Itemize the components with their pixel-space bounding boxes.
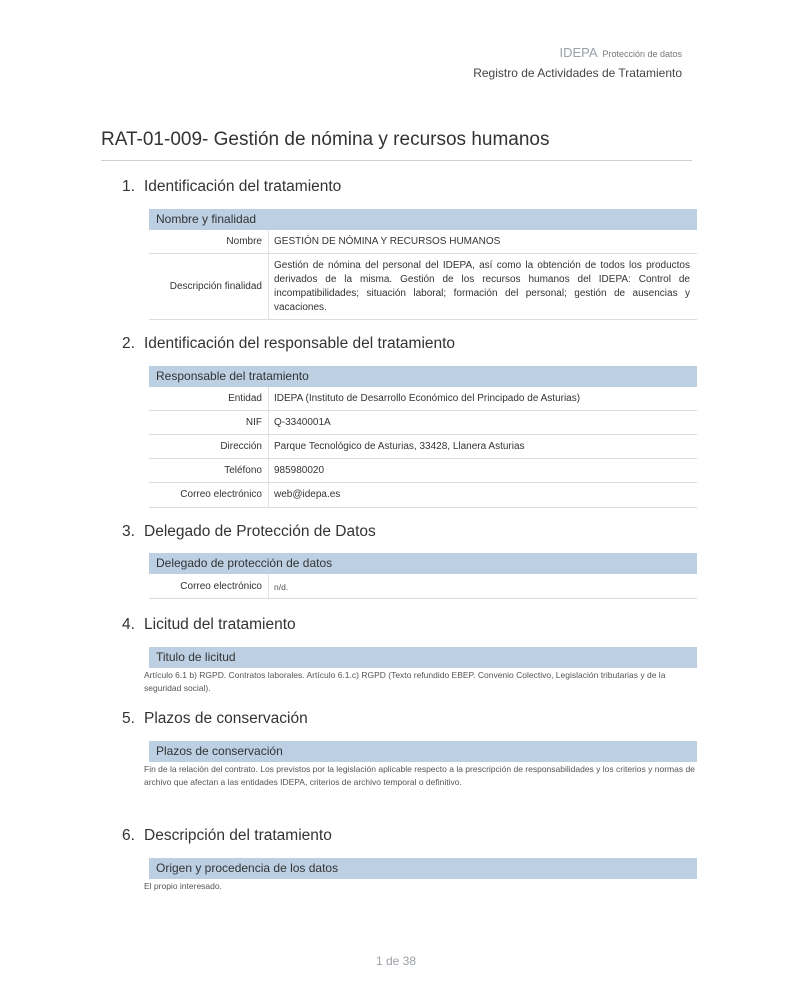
row-label: Descripción finalidad: [169, 281, 262, 292]
section-6-text: El propio interesado.: [144, 881, 222, 891]
section-number: 5.: [122, 710, 135, 727]
brand-name: IDEPA: [559, 45, 597, 60]
column-divider: [268, 574, 269, 598]
section-1-heading: [122, 178, 341, 196]
section-number: 6.: [122, 827, 135, 844]
table-row: [149, 435, 697, 459]
column-divider: [268, 230, 269, 253]
row-label: Entidad: [228, 393, 262, 404]
section-5-band: Plazos de conservación: [149, 741, 697, 762]
header-register-title: Registro de Actividades de Tratamiento: [473, 66, 682, 80]
section-3-heading: [122, 523, 376, 541]
section-3-band: Delegado de protección de datos: [149, 553, 697, 574]
row-value: web@idepa.es: [274, 489, 341, 500]
row-value: Q-3340001A: [274, 417, 331, 428]
section-title: Delegado de Protección de Datos: [144, 523, 376, 540]
table-row: [149, 387, 697, 411]
section-title: Identificación del tratamiento: [144, 178, 342, 195]
column-divider: [268, 483, 269, 507]
section-number: 2.: [122, 335, 135, 352]
column-divider: [268, 254, 269, 319]
section-4-heading: [122, 616, 296, 634]
section-4-band: Titulo de licitud: [149, 647, 697, 668]
column-divider: [268, 411, 269, 434]
table-row: [149, 483, 697, 508]
table-row: [149, 459, 697, 483]
column-divider: [268, 435, 269, 458]
section-title: Plazos de conservación: [144, 710, 308, 727]
section-1-band: Nombre y finalidad: [149, 209, 697, 230]
section-title: Identificación del responsable del tratamiento: [144, 335, 456, 352]
column-divider: [268, 387, 269, 410]
header-brand: [559, 45, 682, 60]
section-number: 1.: [122, 178, 135, 195]
row-value: 985980020: [274, 465, 325, 476]
section-title: Licitud del tratamiento: [144, 616, 296, 633]
row-label: NIF: [245, 417, 262, 428]
section-6-heading: [122, 827, 332, 845]
row-label: Teléfono: [224, 465, 262, 476]
table-row: [149, 574, 697, 599]
row-value: n/d.: [274, 582, 289, 592]
section-4-text: Artículo 6.1 b) RGPD. Contratos laborales. Artículo 6.1.c) RGPD (Texto refundido EBEP. Convenio Colectivo, Legislación tributarias y de la seguridad social).: [144, 670, 666, 693]
row-label: Correo electrónico: [180, 489, 262, 500]
section-2-band: Responsable del tratamiento: [149, 366, 697, 387]
table-row: [149, 254, 697, 320]
row-value: Parque Tecnológico de Asturias, 33428, Llanera Asturias: [274, 441, 525, 452]
section-5-text: Fin de la relación del contrato. Los previstos por la legislación aplicable respecto a la prescripción de responsabilidades y los criterios y normas de archivo que afectan a las entidades IDEPA, criterios de archivo temporal o definitivo.: [144, 764, 695, 787]
section-number: 4.: [122, 616, 135, 633]
table-row: [149, 411, 697, 435]
table-row: [149, 230, 697, 254]
page-number: 1 de 38: [375, 954, 417, 968]
section-2-heading: [122, 335, 455, 353]
title-divider: [101, 160, 692, 161]
brand-subtitle: Protección de datos: [602, 49, 682, 59]
row-label: Dirección: [220, 441, 262, 452]
row-value: Gestión de nómina del personal del IDEPA, así como la obtención de todos los productos derivados de la misma. Gestión de los recursos humanos del IDEPA: Control de incompatibilidades; situación laboral; formación del personal; gestión de ausencias y vacaciones.: [274, 260, 690, 313]
section-6-band: Origen y procedencia de los datos: [149, 858, 697, 879]
document-title: RAT-01-009- Gestión de nómina y recursos humanos: [101, 129, 550, 150]
row-value: GESTIÓN DE NÓMINA Y RECURSOS HUMANOS: [274, 236, 501, 247]
row-label: Correo electrónico: [180, 581, 262, 592]
row-value: IDEPA (Instituto de Desarrollo Económico del Principado de Asturias): [274, 393, 581, 404]
row-label: Nombre: [226, 236, 262, 247]
section-title: Descripción del tratamiento: [144, 827, 332, 844]
section-number: 3.: [122, 523, 135, 540]
section-5-heading: [122, 710, 308, 728]
column-divider: [268, 459, 269, 482]
